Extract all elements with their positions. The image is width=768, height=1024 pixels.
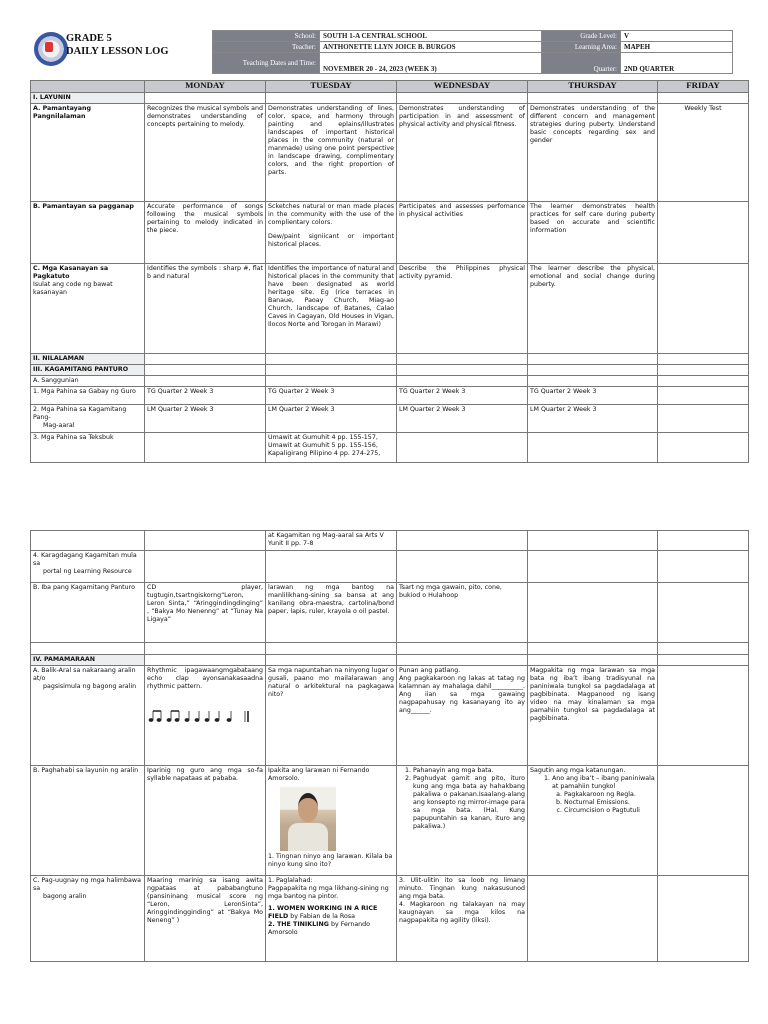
pb-tue-1: Ipakita ang larawan ni Fernando Amorsolo. [268, 767, 370, 782]
row-label-learning-resource [31, 551, 145, 583]
row-label-pamantayang-pangnilalaman: A. Pamantayang Pangnilalaman [31, 104, 145, 202]
header [30, 28, 748, 73]
cell-b-thursday: The learner demonstrates health practices for self care during puberty based on accurate and scientific information [528, 202, 658, 264]
row-label-kagamitang-pang-mag-aaral [31, 405, 145, 433]
cell-a-friday: Weekly Test [658, 104, 749, 202]
grade-title: GRADE 5 [66, 33, 112, 44]
section-kagamitan: III. KAGAMITANG PANTURO [31, 365, 145, 376]
r4-label-2: portal ng Learning Resource [43, 568, 132, 575]
lesson-log-page-1 [0, 0, 768, 474]
cell-b-tuesday-text-2: Dew/paint signiicant or important historical places. [268, 233, 394, 248]
quarter-value: 2ND QUARTER [621, 53, 733, 74]
cell-pc-monday: Maaring marinig sa isang awita ngpataas at pababangtuno (pansininang musical score ng “Leron, LeronSinta”, Aringgindingginding” at “Bakya Mo Neneng” ) [145, 876, 266, 962]
cell-pc-tuesday [266, 876, 397, 962]
cell-a-thursday: Demonstrates understanding of the different concern and management strategies during puberty. Understand basic concepts regarding sex and gender [528, 104, 658, 202]
day-header-friday: FRIDAY [658, 81, 749, 93]
row-label-gabay-guro: 1. Mga Pahina sa Gabay ng Guro [31, 387, 145, 405]
kasanayan-subtitle: Isulat ang code ng bawat kasanayan [33, 281, 113, 296]
pc-wed-1: 3. Ulit-ulitin ito sa loob ng limang minuto. Tingnan kung nakasusunod ang mga bata. [399, 877, 525, 900]
section-layunin: I. LAYUNIN [31, 93, 145, 104]
pb-thu-sub: b. Nocturnal Emissions. [564, 799, 655, 807]
cell-r1-tuesday: TG Quarter 2 Week 3 [266, 387, 397, 405]
cell-b-monday: Accurate performance of songs following the musical symbols pertaining to melody indicated in the piece. [145, 202, 266, 264]
area-label: Learning Area: [542, 42, 621, 53]
row-label-paghahabi: B. Paghahabi sa layunin ng aralin [31, 766, 145, 876]
school-label: School: [213, 31, 320, 42]
pc-label-2: bagong aralin [43, 893, 87, 900]
pb-tue-2: 1. Tingnan ninyo ang larawan. Kilala ba ninyo kung sino ito? [268, 853, 393, 868]
cell-rb-wednesday: Tsart ng mga gawain, pito, cone, bukiod o Hulahoop [397, 583, 528, 643]
pb-thu-2: 1. Ano ang iba’t – ibang paniniwala at pamahiin tungkol a. Pagkakaroon ng Regla. b. Nocturnal Emissions. c. Circumcision o Pagtutuli [552, 775, 655, 815]
grade-label: Grade Level: [542, 31, 621, 42]
pc-tue-1: 1. Paglalahad: [268, 877, 313, 884]
cell-pa-tuesday: Sa mga napuntahan na ninyong lugar o gusali, paano mo mailalarawan ang natural o arkitektural na pagkagawa nito? [266, 666, 397, 766]
pa-label-2: pagsisimula ng bagong aralin [43, 683, 137, 690]
day-header-wednesday: WEDNESDAY [397, 81, 528, 93]
day-header-thursday: THURSDAY [528, 81, 658, 93]
cell-b-tuesday [266, 202, 397, 264]
cell-r2-monday: LM Quarter 2 Week 3 [145, 405, 266, 433]
cell-b-tuesday-text-1: Scketches natural or man made places in the community with the use of the complientary colors. [268, 203, 394, 226]
cell-rb-monday: CD player, tugtugin,tsartngiskorng“Leron, Leron Sinta,” “Aringgindingdinging” , “Bakya Mo Nenenng” at “Tunay Na Ligaya” [145, 583, 266, 643]
lesson-log-page-2 [0, 530, 768, 1024]
log-title [66, 32, 169, 58]
cell-a-tuesday: Demonstrates understanding of lines, color, space, and harmony through painting and eplains/illustrates landscapes of important historical places in the community (natural or manmade) using one point perspective in landscape drawing, complimentary colors, and the right proportion of parts. [266, 104, 397, 202]
pa-label-1: A. Balik-Aral sa nakaraang aralin at/o [33, 667, 136, 682]
pb-thu-sub: c. Circumcision o Pagtutuli [564, 807, 655, 815]
row-label-iba-pang-kagamitan: B. Iba pang Kagamitang Panturo [31, 583, 145, 643]
cell-pb-thursday [528, 766, 658, 876]
cell-r2-thursday: LM Quarter 2 Week 3 [528, 405, 658, 433]
school-value: SOUTH 1-A CENTRAL SCHOOL [320, 31, 542, 42]
cell-r3-tuesday: Umawit at Gumuhit 4 pp. 155-157, Umawit at Gumuhit 5 pp. 155-156, Kapaligirang Pilipino 4 pp. 274-275, [266, 433, 397, 463]
header-info-table [212, 30, 733, 74]
pc-tue-artwork-1: 1. WOMEN WORKING IN A RICE FIELD by Fabian de la Rosa [268, 905, 378, 920]
pb-wed-item: 2. Paghudyat gamit ang pito, ituro kung ang mga bata ay hahakbang pakaliwa o pakanan.Isaalang-alang ang konsepto ng mirror-image para sa mga bata. (Hal. Kung papupuntahin sa kanan, ituro ang pakaliwa.) [413, 775, 525, 831]
r2-label-1: 2. Mga Pahina sa Kagamitang Pang- [33, 406, 127, 421]
fernando-amorsolo-photo [280, 787, 336, 851]
teacher-value: ANTHONETTE LLYN JOICE B. BURGOS [320, 42, 542, 53]
cell-c-wednesday: Describe the Philippines physical activity pyramid. [397, 264, 528, 354]
log-subtitle: DAILY LESSON LOG [66, 46, 169, 57]
pc-tue-2: Pagpapakita ng mga likhang-sining ng mga bantog na pintor. [268, 885, 389, 900]
cell-r1-wednesday: TG Quarter 2 Week 3 [397, 387, 528, 405]
lesson-table-1 [30, 80, 749, 463]
cell-r2-tuesday: LM Quarter 2 Week 3 [266, 405, 397, 433]
kasanayan-title: C. Mga Kasanayan sa Pagkatuto [33, 265, 109, 280]
day-header-tuesday: TUESDAY [266, 81, 397, 93]
r4-label-1: 4. Karagdagang Kagamitan mula sa [33, 552, 137, 567]
page-gap [0, 474, 768, 530]
pc-label-1: C. Pag-uugnay ng mga halimbawa sa [33, 877, 141, 892]
cell-r3-tuesday-cont: at Kagamitan ng Mag-aaral sa Arts V Yunit II pp. 7-8 [266, 531, 397, 551]
dates-label: Teaching Dates and Time: [213, 53, 320, 74]
cell-pc-wednesday [397, 876, 528, 962]
area-value: MAPEH [621, 42, 733, 53]
quarter-label: Quarter: [542, 53, 621, 74]
cell-pa-monday [145, 666, 266, 766]
rhythm-notes-icon [147, 709, 257, 723]
cell-pb-tuesday [266, 766, 397, 876]
cell-c-monday: Identifies the symbols : sharp #, flat b and natural [145, 264, 266, 354]
cell-r1-monday: TG Quarter 2 Week 3 [145, 387, 266, 405]
deped-seal-icon [34, 32, 68, 66]
grade-value: V [621, 31, 733, 42]
cell-pa-wednesday [397, 666, 528, 766]
section-sanggunian: A. Sanggunian [31, 376, 145, 387]
section-nilalaman: II. NILALAMAN [31, 354, 145, 365]
teacher-label: Teacher: [213, 42, 320, 53]
cell-r1-thursday: TG Quarter 2 Week 3 [528, 387, 658, 405]
cell-a-wednesday: Demonstrates understanding of participation in and assessment of physical activity and physical fitness. [397, 104, 528, 202]
row-label-teksbuk: 3. Mga Pahina sa Teksbuk [31, 433, 145, 463]
row-label-pamantayan-sa-pagganap: B. Pamantayan sa pagganap [31, 202, 145, 264]
section-pamamaraan: IV. PAMAMARAAN [31, 655, 145, 666]
pc-tue-artwork-2: 2. THE TINIKLING by Fernando Amorsolo [268, 921, 371, 936]
row-label-kasanayan [31, 264, 145, 354]
pb-thu-sub: a. Pagkakaroon ng Regla. [564, 791, 655, 799]
dates-value: NOVEMBER 20 - 24, 2023 (WEEK 3) [320, 53, 542, 74]
pa-wed-1: Punan ang patlang. [399, 667, 461, 674]
cell-b-wednesday: Participates and assesses perfomance in physical activities [397, 202, 528, 264]
cell-r2-wednesday: LM Quarter 2 Week 3 [397, 405, 528, 433]
pa-wed-2: Ang pagkakaroon ng lakas at tatag ng kalamnan ay mahalaga dahil__________. Ang iian sa mga gawaing nagpapahusay ng kasanayang ito ay ang______. [399, 675, 525, 714]
cell-pa-thursday: Magpakita ng mga larawan sa mga bata ng iba’t ibang tradisyunal na paniniwala tungkol sa pagdadalaga at pagbibinata. Magpanood ng isang video na may kinalaman sa mga pamahiin tungkol sa pagdadalaga at pagbibinata. [528, 666, 658, 766]
cell-pb-wednesday [397, 766, 528, 876]
day-header-monday: MONDAY [145, 81, 266, 93]
cell-c-tuesday: Identifies the importance of natural and historical places in the community that have been designated as world heritage site. Eg (rice terraces in Banaue, Paoay Church, Miag-ao Church, landscape of Batanes, Calao Caves in Cagayan, Old Houses in Vigan, Ilocos Norte and Torogan in Marawi) [266, 264, 397, 354]
row-label-pag-uugnay [31, 876, 145, 962]
r2-label-2: Mag-aaral [43, 422, 75, 429]
pc-wed-2: 4. Magkaroon ng talakayan na may kaugnayan sa mga kilos na nagpapakita ng agility (liksi). [399, 901, 525, 924]
cell-c-thursday: The learner describe the physical, emotional and social change during puberty. [528, 264, 658, 354]
cell-pb-monday: Iparinig ng guro ang mga so-fa syllable napataas at pababa. [145, 766, 266, 876]
cell-rb-tuesday: larawan ng mga bantog na manlilikhang-sining sa bansa at ang kanilang obra-maestra, cartolina/bond paper, lapis, ruler, krayola o oil pastel. [266, 583, 397, 643]
pb-thu-1: Sagutin ang mga katanungan. [530, 767, 626, 774]
cell-pa-monday-text: Rhythmic ipagawaangmgabataang echo clap ayonsanakasaadna rhythmic pattern. [147, 667, 263, 690]
lesson-table-2 [30, 530, 749, 962]
pb-wed-item: 1. Pahanayin ang mga bata. [413, 767, 525, 775]
cell-a-monday: Recognizes the musical symbols and demonstrates understanding of concepts pertaining to melody. [145, 104, 266, 202]
row-label-balik-aral [31, 666, 145, 766]
